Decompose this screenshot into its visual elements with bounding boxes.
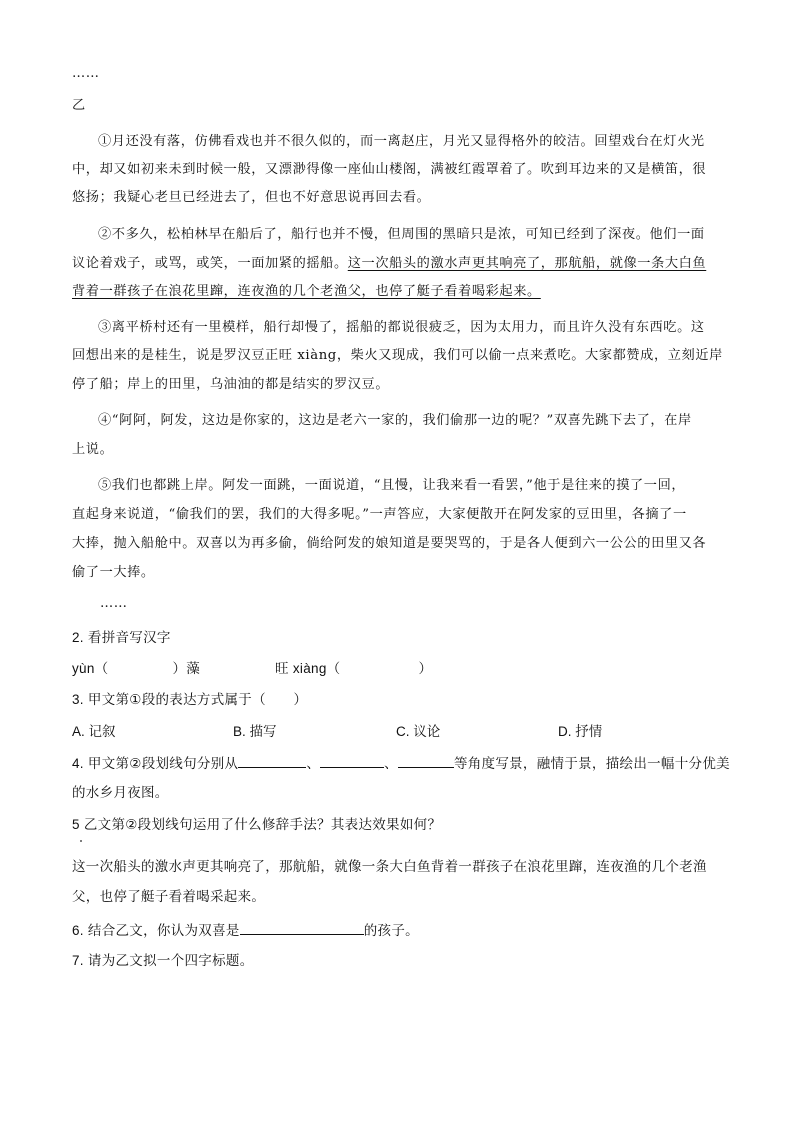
q2-xiang-suffix: ） (418, 661, 433, 676)
paragraph-2-plain: 议论着戏子，或骂，或笑，一面加紧的摇船。 (72, 256, 348, 271)
question-2-title: 2. 看拼音写汉字 (72, 630, 171, 645)
q3-option-d[interactable]: D. 抒情 (558, 724, 603, 739)
question-6-line (72, 920, 419, 941)
paragraph-4-line: 上说。 (72, 442, 114, 457)
q4-sep-2: 、 (384, 756, 398, 771)
paragraph-5-line: 大捧，抛入船舱中。双喜以为再多偷，倘给阿发的娘知道是要哭骂的，于是各人便到六一公公的田里又各 (72, 536, 707, 551)
question-4-line-2: 的水乡月夜图。 (72, 785, 169, 800)
question-5-title: 5 乙文第②段划线句运用了什么修辞手法？其表达效果如何？ (72, 817, 442, 832)
q2-yun-prefix: yùn（ (72, 661, 109, 676)
question-5-quote-line-2: 父，也停了艇子看着喝采起来。 (72, 889, 266, 904)
paragraph-2-underlined: 这一次船头的激水声更其响亮了，那航船，就像一条大白鱼 (347, 256, 707, 271)
paragraph-2-line: ②不多久，松柏林早在船后了，船行也并不慢，但周围的黑暗只是浓，可知已经到了深夜。他们一面 (98, 227, 705, 242)
paragraph-5-line: 直起身来说道，“偷我们的罢，我们的大得多呢。”一声答应，大家便散开在阿发家的豆田里，各摘了一 (72, 507, 687, 522)
q4-blank-2[interactable] (320, 753, 384, 768)
q3-option-c[interactable]: C. 议论 (396, 724, 441, 739)
paragraph-2-underlined: 背着一群孩子在浪花里蹿，连夜渔的几个老渔父，也停了艇子看着喝彩起来。 (72, 284, 541, 299)
question-2-body (72, 659, 200, 679)
q4-blank-3[interactable] (398, 753, 454, 768)
stray-mark (80, 840, 82, 842)
q4-blank-1[interactable] (238, 753, 306, 768)
ellipsis-bottom: …… (100, 596, 128, 611)
q6-blank[interactable] (240, 920, 364, 935)
ellipsis-top: …… (72, 66, 100, 81)
paragraph-2-line (72, 254, 706, 274)
question-7-title: 7. 请为乙文拟一个四字标题。 (72, 953, 254, 968)
q2-xiang-prefix: 旺 xiàng（ (275, 661, 341, 676)
q4-text-b: 等角度写景，融情于景，描绘出一幅十分优美 (453, 756, 730, 771)
question-4-line (72, 753, 730, 774)
question-2-body-xiang (275, 659, 432, 679)
paragraph-5-line: 偷了一大捧。 (72, 565, 155, 580)
paragraph-5-line: ⑤我们也都跳上岸。阿发一面跳，一面说道，“且慢，让我来看一看罢，”他于是往来的摸了一回， (98, 478, 686, 493)
paragraph-2-line (72, 282, 541, 302)
paragraph-4-line: ④“阿阿，阿发，这边是你家的，这边是老六一家的，我们偷那一边的呢？”双喜先跳下去了，在岸 (98, 413, 692, 428)
q4-text-a: 4. 甲文第②段划线句分别从 (72, 756, 239, 771)
q6-suffix: 的孩子。 (363, 923, 419, 938)
section-label: 乙 (72, 98, 86, 113)
q3-option-a[interactable]: A. 记叙 (72, 724, 116, 739)
paragraph-1-line: ①月还没有落，仿佛看戏也并不很久似的，而一离赵庄，月光又显得格外的皎洁。回望戏台在灯火光 (98, 134, 705, 149)
paragraph-3-line: ③离平桥村还有一里模样，船行却慢了，摇船的都说很疲乏，因为太用力，而且许久没有东西吃。这 (98, 320, 705, 335)
paragraph-3-line: 回想出来的是桂生，说是罗汉豆正旺 xiàng，柴火又现成，我们可以偷一点来煮吃。大家都赞成，立刻近岸 (72, 348, 723, 363)
paragraph-3-line: 停了船；岸上的田里，乌油油的都是结实的罗汉豆。 (72, 377, 390, 392)
paragraph-1-line: 悠扬；我疑心老旦已经进去了，但也不好意思说再回去看。 (72, 190, 431, 205)
paragraph-1-line: 中，却又如初来未到时候一般，又漂渺得像一座仙山楼阁，满被红霞罩着了。吹到耳边来的又是横笛，很 (72, 162, 707, 177)
q6-prefix: 6. 结合乙文，你认为双喜是 (72, 923, 240, 938)
q2-yun-suffix: ）藻 (172, 661, 201, 676)
question-3-title: 3. 甲文第①段的表达方式属于（ ） (72, 692, 308, 707)
question-5-quote-line-1: 这一次船头的激水声更其响亮了，那航船，就像一条大白鱼背着一群孩子在浪花里蹿，连夜渔的几个老渔 (72, 859, 707, 874)
q4-sep-1: 、 (306, 756, 321, 771)
q3-option-b[interactable]: B. 描写 (233, 724, 277, 739)
